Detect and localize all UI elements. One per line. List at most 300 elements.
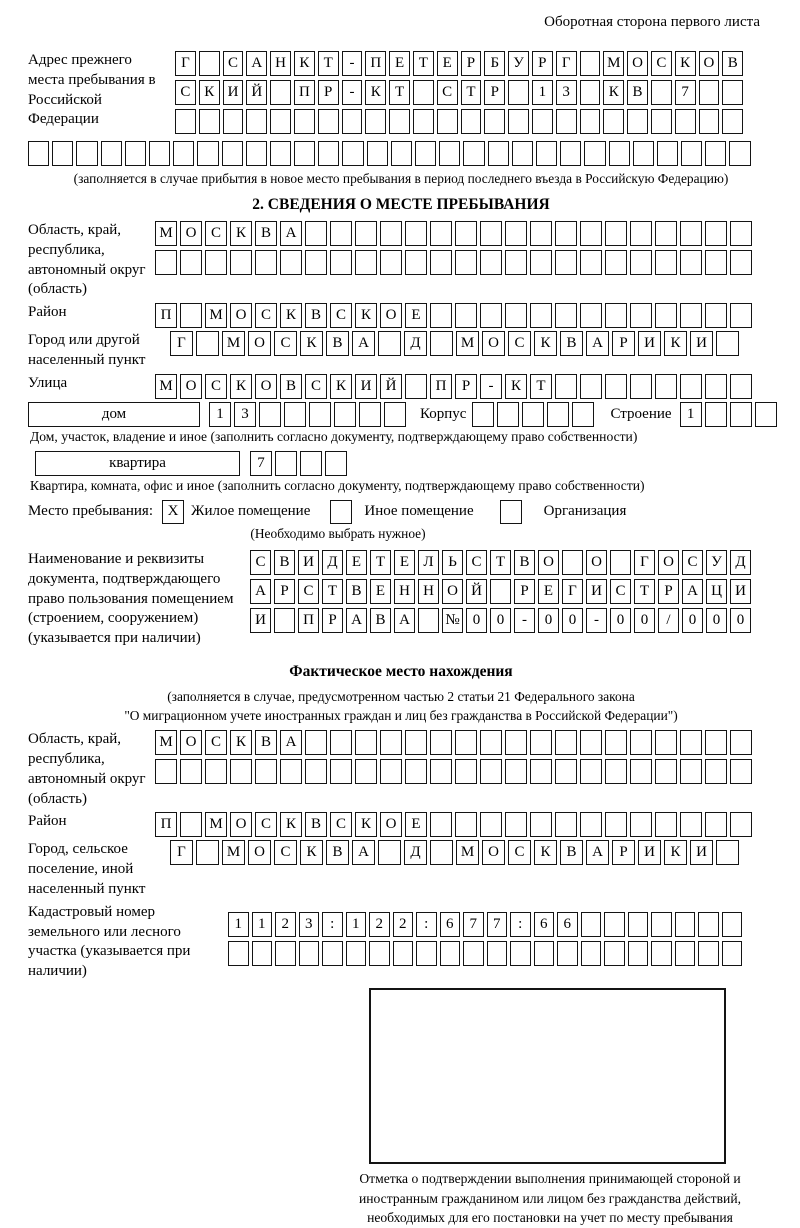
char-cell[interactable] — [430, 250, 452, 275]
char-cell[interactable]: К — [365, 80, 386, 105]
char-cell[interactable] — [680, 759, 702, 784]
char-cell[interactable]: П — [365, 51, 386, 76]
char-cell[interactable]: Г — [562, 579, 583, 604]
char-cell[interactable]: Г — [170, 840, 193, 865]
char-cell[interactable]: К — [534, 840, 557, 865]
char-cell[interactable] — [655, 221, 677, 246]
char-cell[interactable]: К — [355, 303, 377, 328]
char-cell[interactable]: П — [298, 608, 319, 633]
char-cell[interactable]: К — [603, 80, 624, 105]
char-cell[interactable]: О — [380, 812, 402, 837]
char-cell[interactable] — [680, 303, 702, 328]
char-cell[interactable]: С — [305, 374, 327, 399]
char-cell[interactable] — [557, 941, 578, 966]
char-cell[interactable]: Т — [322, 579, 343, 604]
char-cell[interactable]: Н — [418, 579, 439, 604]
char-cell[interactable]: Р — [455, 374, 477, 399]
char-cell[interactable] — [651, 109, 672, 134]
char-cell[interactable]: А — [280, 221, 302, 246]
char-cell[interactable] — [280, 250, 302, 275]
char-cell[interactable]: С — [255, 812, 277, 837]
char-cell[interactable] — [196, 331, 219, 356]
char-cell[interactable]: Д — [404, 840, 427, 865]
char-cell[interactable] — [430, 303, 452, 328]
char-cell[interactable]: В — [326, 840, 349, 865]
char-cell[interactable] — [322, 941, 343, 966]
char-cell[interactable]: С — [298, 579, 319, 604]
char-cell[interactable]: Г — [556, 51, 577, 76]
char-cell[interactable] — [455, 303, 477, 328]
char-cell[interactable] — [223, 109, 244, 134]
char-cell[interactable] — [633, 141, 654, 166]
char-cell[interactable]: М — [222, 331, 245, 356]
char-cell[interactable] — [330, 250, 352, 275]
char-cell[interactable] — [430, 221, 452, 246]
char-cell[interactable] — [205, 250, 227, 275]
char-cell[interactable]: И — [638, 840, 661, 865]
char-cell[interactable]: С — [205, 730, 227, 755]
char-cell[interactable] — [125, 141, 146, 166]
char-cell[interactable]: В — [305, 812, 327, 837]
char-cell[interactable]: 7 — [463, 912, 484, 937]
char-cell[interactable]: О — [482, 331, 505, 356]
char-cell[interactable]: 0 — [706, 608, 727, 633]
char-cell[interactable] — [430, 331, 453, 356]
char-cell[interactable] — [325, 451, 347, 476]
char-cell[interactable] — [355, 221, 377, 246]
char-cell[interactable]: / — [658, 608, 679, 633]
char-cell[interactable]: : — [416, 912, 437, 937]
char-cell[interactable] — [480, 303, 502, 328]
char-cell[interactable] — [255, 250, 277, 275]
char-cell[interactable]: И — [730, 579, 751, 604]
char-cell[interactable] — [378, 840, 401, 865]
char-cell[interactable] — [605, 221, 627, 246]
char-cell[interactable] — [657, 141, 678, 166]
char-cell[interactable]: С — [330, 812, 352, 837]
char-cell[interactable] — [418, 608, 439, 633]
char-cell[interactable]: М — [222, 840, 245, 865]
char-cell[interactable]: С — [250, 550, 271, 575]
char-cell[interactable] — [149, 141, 170, 166]
char-cell[interactable]: 7 — [487, 912, 508, 937]
char-cell[interactable]: 1 — [532, 80, 553, 105]
char-cell[interactable] — [274, 608, 295, 633]
char-cell[interactable]: Е — [370, 579, 391, 604]
char-cell[interactable]: 1 — [680, 402, 702, 427]
char-cell[interactable]: В — [346, 579, 367, 604]
char-cell[interactable]: Р — [532, 51, 553, 76]
char-cell[interactable] — [555, 250, 577, 275]
char-cell[interactable]: К — [300, 331, 323, 356]
char-cell[interactable]: - — [586, 608, 607, 633]
char-cell[interactable] — [681, 141, 702, 166]
char-cell[interactable]: : — [510, 912, 531, 937]
char-cell[interactable] — [530, 759, 552, 784]
char-cell[interactable]: М — [456, 840, 479, 865]
char-cell[interactable]: О — [442, 579, 463, 604]
char-cell[interactable]: И — [298, 550, 319, 575]
char-cell[interactable] — [730, 402, 752, 427]
char-cell[interactable] — [580, 109, 601, 134]
char-cell[interactable] — [305, 250, 327, 275]
char-cell[interactable] — [101, 141, 122, 166]
char-cell[interactable] — [580, 730, 602, 755]
char-cell[interactable]: К — [294, 51, 315, 76]
char-cell[interactable]: С — [330, 303, 352, 328]
char-cell[interactable]: К — [230, 374, 252, 399]
char-cell[interactable]: В — [370, 608, 391, 633]
char-cell[interactable] — [300, 451, 322, 476]
char-cell[interactable]: 0 — [682, 608, 703, 633]
char-cell[interactable]: Р — [612, 840, 635, 865]
char-cell[interactable] — [680, 812, 702, 837]
char-cell[interactable] — [505, 812, 527, 837]
char-cell[interactable] — [199, 109, 220, 134]
char-cell[interactable] — [730, 221, 752, 246]
char-cell[interactable] — [605, 759, 627, 784]
char-cell[interactable] — [342, 141, 363, 166]
char-cell[interactable] — [222, 141, 243, 166]
char-cell[interactable]: В — [560, 840, 583, 865]
char-cell[interactable]: К — [230, 730, 252, 755]
char-cell[interactable]: - — [342, 80, 363, 105]
char-cell[interactable]: Т — [530, 374, 552, 399]
char-cell[interactable] — [651, 912, 672, 937]
char-cell[interactable] — [580, 303, 602, 328]
char-cell[interactable]: С — [205, 221, 227, 246]
char-cell[interactable] — [584, 141, 605, 166]
char-cell[interactable] — [512, 141, 533, 166]
char-cell[interactable]: А — [280, 730, 302, 755]
char-cell[interactable] — [630, 250, 652, 275]
char-cell[interactable]: В — [255, 221, 277, 246]
char-cell[interactable] — [367, 141, 388, 166]
char-cell[interactable]: 6 — [534, 912, 555, 937]
char-cell[interactable] — [605, 812, 627, 837]
char-cell[interactable] — [342, 109, 363, 134]
char-cell[interactable]: 0 — [634, 608, 655, 633]
char-cell[interactable] — [180, 812, 202, 837]
char-cell[interactable]: Ц — [706, 579, 727, 604]
char-cell[interactable] — [355, 250, 377, 275]
char-cell[interactable]: - — [342, 51, 363, 76]
char-cell[interactable] — [439, 141, 460, 166]
char-cell[interactable]: И — [250, 608, 271, 633]
char-cell[interactable]: Е — [394, 550, 415, 575]
char-cell[interactable]: А — [682, 579, 703, 604]
char-cell[interactable] — [581, 941, 602, 966]
char-cell[interactable] — [440, 941, 461, 966]
char-cell[interactable] — [455, 730, 477, 755]
char-cell[interactable] — [487, 941, 508, 966]
char-cell[interactable] — [463, 941, 484, 966]
char-cell[interactable] — [28, 141, 49, 166]
char-cell[interactable] — [680, 374, 702, 399]
char-cell[interactable]: 7 — [250, 451, 272, 476]
char-cell[interactable]: Л — [418, 550, 439, 575]
char-cell[interactable] — [729, 141, 750, 166]
char-cell[interactable]: Т — [634, 579, 655, 604]
char-cell[interactable] — [246, 109, 267, 134]
char-cell[interactable] — [155, 759, 177, 784]
char-cell[interactable]: Р — [658, 579, 679, 604]
char-cell[interactable] — [52, 141, 73, 166]
char-cell[interactable] — [280, 759, 302, 784]
char-cell[interactable] — [480, 730, 502, 755]
char-cell[interactable] — [196, 840, 219, 865]
char-cell[interactable]: О — [482, 840, 505, 865]
char-cell[interactable] — [603, 109, 624, 134]
char-cell[interactable] — [655, 812, 677, 837]
char-cell[interactable]: Р — [322, 608, 343, 633]
char-cell[interactable]: О — [230, 303, 252, 328]
char-cell[interactable] — [484, 109, 505, 134]
char-cell[interactable]: О — [538, 550, 559, 575]
char-cell[interactable] — [699, 109, 720, 134]
char-cell[interactable] — [330, 730, 352, 755]
char-cell[interactable] — [562, 550, 583, 575]
char-cell[interactable] — [555, 374, 577, 399]
char-cell[interactable]: Е — [389, 51, 410, 76]
char-cell[interactable] — [722, 941, 743, 966]
char-cell[interactable]: С — [651, 51, 672, 76]
char-cell[interactable]: А — [352, 331, 375, 356]
char-cell[interactable]: 0 — [466, 608, 487, 633]
char-cell[interactable] — [609, 141, 630, 166]
char-cell[interactable]: Р — [514, 579, 535, 604]
char-cell[interactable] — [355, 730, 377, 755]
char-cell[interactable] — [560, 141, 581, 166]
char-cell[interactable] — [730, 759, 752, 784]
char-cell[interactable]: В — [514, 550, 535, 575]
char-cell[interactable]: К — [675, 51, 696, 76]
char-cell[interactable] — [627, 109, 648, 134]
char-cell[interactable]: С — [223, 51, 244, 76]
char-cell[interactable]: С — [274, 840, 297, 865]
char-cell[interactable]: П — [155, 303, 177, 328]
char-cell[interactable]: С — [255, 303, 277, 328]
char-cell[interactable]: И — [586, 579, 607, 604]
char-cell[interactable] — [675, 941, 696, 966]
char-cell[interactable] — [490, 579, 511, 604]
char-cell[interactable]: П — [430, 374, 452, 399]
char-cell[interactable] — [605, 303, 627, 328]
char-cell[interactable] — [580, 80, 601, 105]
char-cell[interactable] — [305, 759, 327, 784]
char-cell[interactable] — [580, 250, 602, 275]
char-cell[interactable]: М — [603, 51, 624, 76]
char-cell[interactable] — [309, 402, 331, 427]
char-cell[interactable]: Р — [461, 51, 482, 76]
char-cell[interactable]: В — [722, 51, 743, 76]
char-cell[interactable] — [530, 812, 552, 837]
char-cell[interactable] — [730, 812, 752, 837]
char-cell[interactable]: 0 — [610, 608, 631, 633]
char-cell[interactable] — [505, 759, 527, 784]
char-cell[interactable] — [180, 759, 202, 784]
char-cell[interactable] — [630, 374, 652, 399]
char-cell[interactable] — [252, 941, 273, 966]
char-cell[interactable] — [655, 759, 677, 784]
char-cell[interactable] — [630, 759, 652, 784]
char-cell[interactable] — [655, 250, 677, 275]
char-cell[interactable]: М — [205, 812, 227, 837]
char-cell[interactable]: А — [352, 840, 375, 865]
char-cell[interactable] — [705, 250, 727, 275]
char-cell[interactable]: К — [664, 840, 687, 865]
char-cell[interactable]: Т — [413, 51, 434, 76]
char-cell[interactable] — [555, 759, 577, 784]
char-cell[interactable] — [365, 109, 386, 134]
char-cell[interactable]: П — [294, 80, 315, 105]
char-cell[interactable] — [199, 51, 220, 76]
char-cell[interactable] — [405, 374, 427, 399]
char-cell[interactable] — [532, 109, 553, 134]
char-cell[interactable] — [294, 109, 315, 134]
char-cell[interactable]: С — [274, 331, 297, 356]
char-cell[interactable] — [405, 221, 427, 246]
char-cell[interactable] — [580, 812, 602, 837]
char-cell[interactable] — [605, 730, 627, 755]
char-cell[interactable]: В — [280, 374, 302, 399]
char-cell[interactable] — [675, 912, 696, 937]
char-cell[interactable] — [430, 840, 453, 865]
char-cell[interactable]: И — [355, 374, 377, 399]
char-cell[interactable]: К — [280, 303, 302, 328]
char-cell[interactable] — [730, 730, 752, 755]
char-cell[interactable]: 6 — [440, 912, 461, 937]
char-cell[interactable] — [580, 51, 601, 76]
char-cell[interactable] — [173, 141, 194, 166]
char-cell[interactable]: 2 — [369, 912, 390, 937]
char-cell[interactable]: 1 — [346, 912, 367, 937]
char-cell[interactable] — [380, 730, 402, 755]
char-cell[interactable]: Р — [318, 80, 339, 105]
char-cell[interactable] — [730, 374, 752, 399]
char-cell[interactable]: 6 — [557, 912, 578, 937]
char-cell[interactable]: Т — [318, 51, 339, 76]
char-cell[interactable]: К — [664, 331, 687, 356]
char-cell[interactable] — [318, 141, 339, 166]
char-cell[interactable] — [580, 759, 602, 784]
char-cell[interactable]: П — [155, 812, 177, 837]
char-cell[interactable]: И — [690, 840, 713, 865]
char-cell[interactable]: О — [658, 550, 679, 575]
char-cell[interactable] — [655, 303, 677, 328]
char-cell[interactable]: Й — [466, 579, 487, 604]
char-cell[interactable]: : — [322, 912, 343, 937]
char-cell[interactable] — [705, 730, 727, 755]
char-cell[interactable] — [505, 221, 527, 246]
char-cell[interactable] — [472, 402, 494, 427]
char-cell[interactable] — [294, 141, 315, 166]
char-cell[interactable] — [305, 730, 327, 755]
char-cell[interactable] — [605, 250, 627, 275]
char-cell[interactable]: Т — [389, 80, 410, 105]
char-cell[interactable] — [536, 141, 557, 166]
char-cell[interactable]: Т — [461, 80, 482, 105]
char-cell[interactable] — [391, 141, 412, 166]
char-cell[interactable] — [384, 402, 406, 427]
char-cell[interactable] — [572, 402, 594, 427]
char-cell[interactable]: С — [175, 80, 196, 105]
char-cell[interactable] — [730, 303, 752, 328]
char-cell[interactable] — [413, 80, 434, 105]
char-cell[interactable] — [730, 250, 752, 275]
char-cell[interactable] — [610, 550, 631, 575]
char-cell[interactable] — [630, 812, 652, 837]
char-cell[interactable] — [547, 402, 569, 427]
char-cell[interactable]: О — [255, 374, 277, 399]
char-cell[interactable] — [755, 402, 777, 427]
char-cell[interactable]: М — [456, 331, 479, 356]
char-cell[interactable]: Г — [175, 51, 196, 76]
char-cell[interactable] — [275, 451, 297, 476]
char-cell[interactable]: С — [466, 550, 487, 575]
char-cell[interactable] — [378, 331, 401, 356]
char-cell[interactable]: 0 — [538, 608, 559, 633]
char-cell[interactable] — [488, 141, 509, 166]
char-cell[interactable] — [330, 759, 352, 784]
char-cell[interactable]: Р — [274, 579, 295, 604]
char-cell[interactable]: 0 — [730, 608, 751, 633]
char-cell[interactable]: С — [682, 550, 703, 575]
char-cell[interactable] — [505, 303, 527, 328]
char-cell[interactable] — [480, 812, 502, 837]
char-cell[interactable] — [380, 250, 402, 275]
char-cell[interactable]: 3 — [234, 402, 256, 427]
char-cell[interactable]: О — [586, 550, 607, 575]
char-cell[interactable] — [230, 250, 252, 275]
char-cell[interactable]: К — [330, 374, 352, 399]
char-cell[interactable] — [722, 80, 743, 105]
char-cell[interactable] — [555, 221, 577, 246]
char-cell[interactable]: К — [300, 840, 323, 865]
char-cell[interactable] — [259, 402, 281, 427]
char-cell[interactable] — [275, 941, 296, 966]
char-cell[interactable]: М — [155, 730, 177, 755]
char-cell[interactable]: О — [627, 51, 648, 76]
char-cell[interactable] — [530, 221, 552, 246]
char-cell[interactable] — [246, 141, 267, 166]
char-cell[interactable] — [430, 730, 452, 755]
char-cell[interactable] — [334, 402, 356, 427]
char-cell[interactable]: М — [155, 374, 177, 399]
char-cell[interactable] — [155, 250, 177, 275]
char-cell[interactable] — [228, 941, 249, 966]
char-cell[interactable]: О — [248, 331, 271, 356]
char-cell[interactable]: 3 — [299, 912, 320, 937]
char-cell[interactable] — [705, 221, 727, 246]
char-cell[interactable] — [680, 730, 702, 755]
char-cell[interactable] — [437, 109, 458, 134]
char-cell[interactable] — [555, 812, 577, 837]
char-cell[interactable] — [522, 402, 544, 427]
char-cell[interactable]: Р — [484, 80, 505, 105]
char-cell[interactable] — [355, 759, 377, 784]
char-cell[interactable] — [480, 759, 502, 784]
char-cell[interactable]: Ь — [442, 550, 463, 575]
char-cell[interactable] — [359, 402, 381, 427]
char-cell[interactable]: С — [508, 331, 531, 356]
char-cell[interactable] — [555, 730, 577, 755]
char-cell[interactable]: О — [248, 840, 271, 865]
char-cell[interactable]: В — [255, 730, 277, 755]
char-cell[interactable]: М — [205, 303, 227, 328]
char-cell[interactable] — [698, 912, 719, 937]
char-cell[interactable]: Е — [437, 51, 458, 76]
